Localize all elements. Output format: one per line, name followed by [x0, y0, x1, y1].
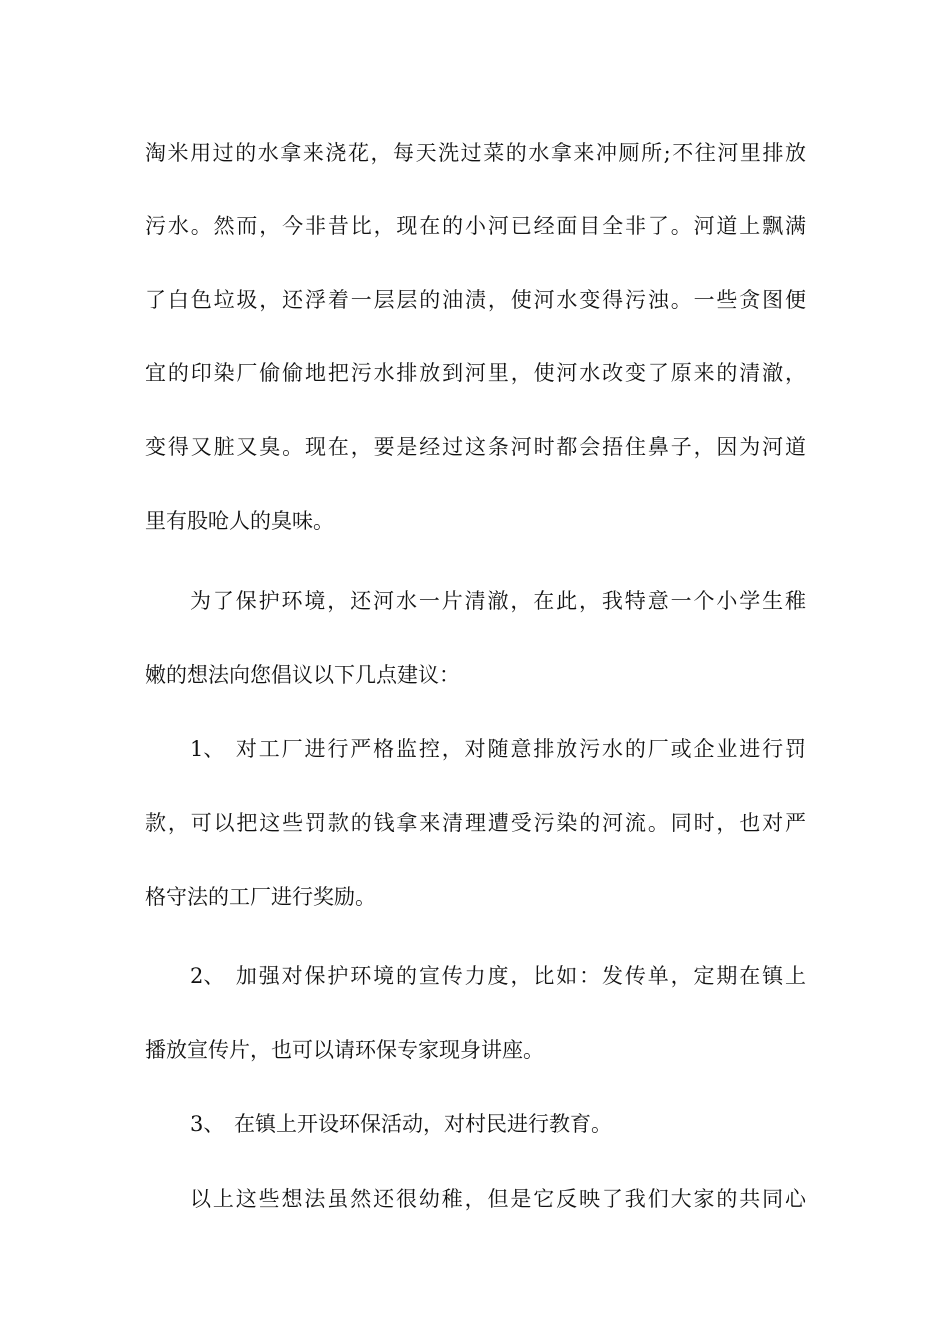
- paragraph-line: 淘米用过的水拿来浇花，每天洗过菜的水拿来冲厕所;不往河里排放: [145, 141, 806, 165]
- paragraph-line: 里有股呛人的臭味。: [145, 509, 334, 533]
- paragraph-line: 嫩的想法向您倡议以下几点建议：: [145, 663, 460, 687]
- paragraph-line: 款，可以把这些罚款的钱拿来清理遭受污染的河流。同时，也对严: [145, 811, 806, 835]
- paragraph-line: 播放宣传片，也可以请环保专家现身讲座。: [145, 1038, 544, 1062]
- paragraph-line: 为了保护环境，还河水一片清澈，在此，我特意一个小学生稚: [190, 589, 806, 613]
- paragraph-line: 污水。然而，今非昔比，现在的小河已经面目全非了。河道上飘满: [145, 214, 806, 238]
- list-item-3: [190, 1107, 806, 1141]
- list-item-1: [190, 732, 806, 766]
- list-item-text: 对工厂进行严格监控，对随意排放污水的厂或企业进行罚: [234, 737, 806, 761]
- paragraph-line: 格守法的工厂进行奖励。: [145, 885, 376, 909]
- list-item-2: [190, 959, 806, 993]
- list-item-number: 1、: [190, 737, 225, 761]
- list-item-text: 加强对保护环境的宣传力度，比如：发传单，定期在镇上: [234, 964, 806, 988]
- paragraph-line: 变得又脏又臭。现在，要是经过这条河时都会捂住鼻子，因为河道: [145, 435, 806, 459]
- list-item-number: 2、: [190, 964, 225, 988]
- list-item-text: 在镇上开设环保活动，对村民进行教育。: [234, 1112, 612, 1136]
- paragraph-line: 了白色垃圾，还浮着一层层的油渍，使河水变得污浊。一些贪图便: [145, 288, 806, 312]
- paragraph-line: 宜的印染厂偷偷地把污水排放到河里，使河水改变了原来的清澈，: [145, 361, 806, 385]
- paragraph-line: 以上这些想法虽然还很幼稚，但是它反映了我们大家的共同心: [190, 1187, 806, 1211]
- list-item-number: 3、: [190, 1112, 225, 1136]
